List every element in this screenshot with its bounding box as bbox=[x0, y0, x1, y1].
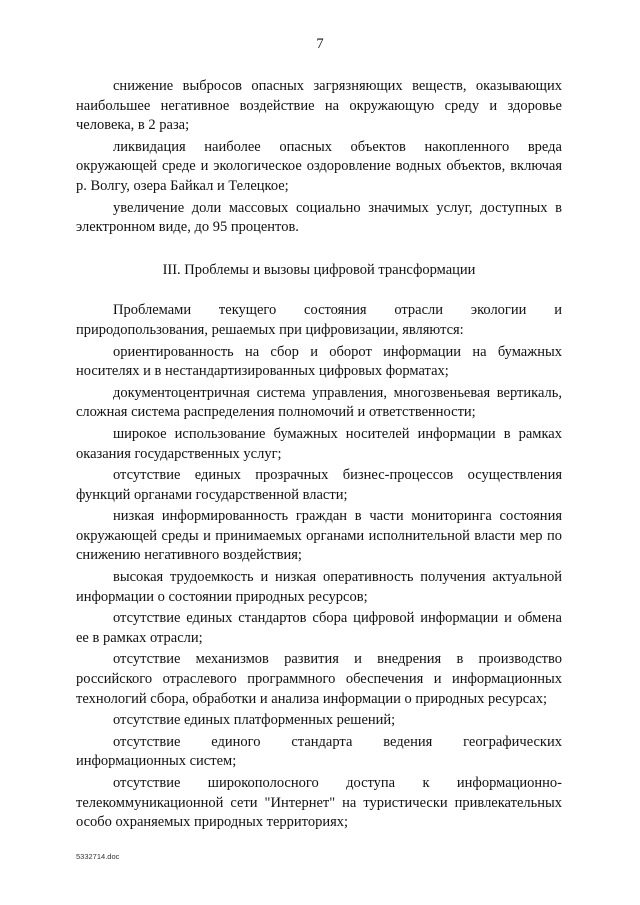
paragraph: отсутствие широкополосного доступа к информационно-телекоммуникационной сети "Интернет" на туристически привлекательных особо охраняемых природных территориях; bbox=[76, 775, 562, 831]
paragraph: ликвидация наиболее опасных объектов накопленного вреда окружающей среде и экологическое оздоровление водных объектов, включая р. Волгу, озера Байкал и Телецкое; bbox=[76, 138, 562, 194]
paragraph: документоцентричная система управления, многозвеньевая вертикаль, сложная система распределения полномочий и ответственности; bbox=[76, 384, 562, 421]
paragraph: отсутствие единых прозрачных бизнес-процессов осуществления функций органами государственной власти; bbox=[76, 467, 562, 503]
paragraph: отсутствие механизмов развития и внедрения в производство российского отраслевого программного обеспечения и информационных технологий сбора, обработки и анализа информации о природных ресурсах; bbox=[76, 651, 562, 707]
paragraph: отсутствие единых платформенных решений; bbox=[113, 712, 396, 729]
section-heading: III. Проблемы и вызовы цифровой трансформации bbox=[162, 261, 476, 278]
paragraph: увеличение доли массовых социально значимых услуг, доступных в электронном виде, до 95 процентов. bbox=[76, 199, 562, 236]
footer-filename: 5332714.doc bbox=[76, 852, 120, 861]
paragraph: высокая трудоемкость и низкая оперативность получения актуальной информации о состоянии природных ресурсов; bbox=[76, 569, 562, 605]
paragraph: отсутствие единого стандарта ведения географических информационных систем; bbox=[76, 733, 562, 770]
paragraph: снижение выбросов опасных загрязняющих веществ, оказывающих наибольшее негативное воздействие на окружающую среду и здоровье человека, в 2 раза; bbox=[76, 78, 562, 134]
paragraph: отсутствие единых стандартов сбора цифровой информации и обмена ее в рамках отрасли; bbox=[76, 610, 562, 646]
page-number: 7 bbox=[316, 36, 324, 52]
paragraph: ориентированность на сбор и оборот информации на бумажных носителях и в нестандартизированных цифровых форматах; bbox=[76, 343, 562, 380]
document-body bbox=[76, 77, 562, 835]
paragraph: низкая информированность граждан в части мониторинга состояния окружающей среды и принимаемых органами исполнительной власти мер по снижению негативного воздействия; bbox=[76, 508, 562, 564]
paragraph: Проблемами текущего состояния отрасли экологии и природопользования, решаемых при цифровизации, являются: bbox=[76, 302, 562, 338]
paragraph: широкое использование бумажных носителей информации в рамках оказания государственных услуг; bbox=[76, 425, 562, 462]
